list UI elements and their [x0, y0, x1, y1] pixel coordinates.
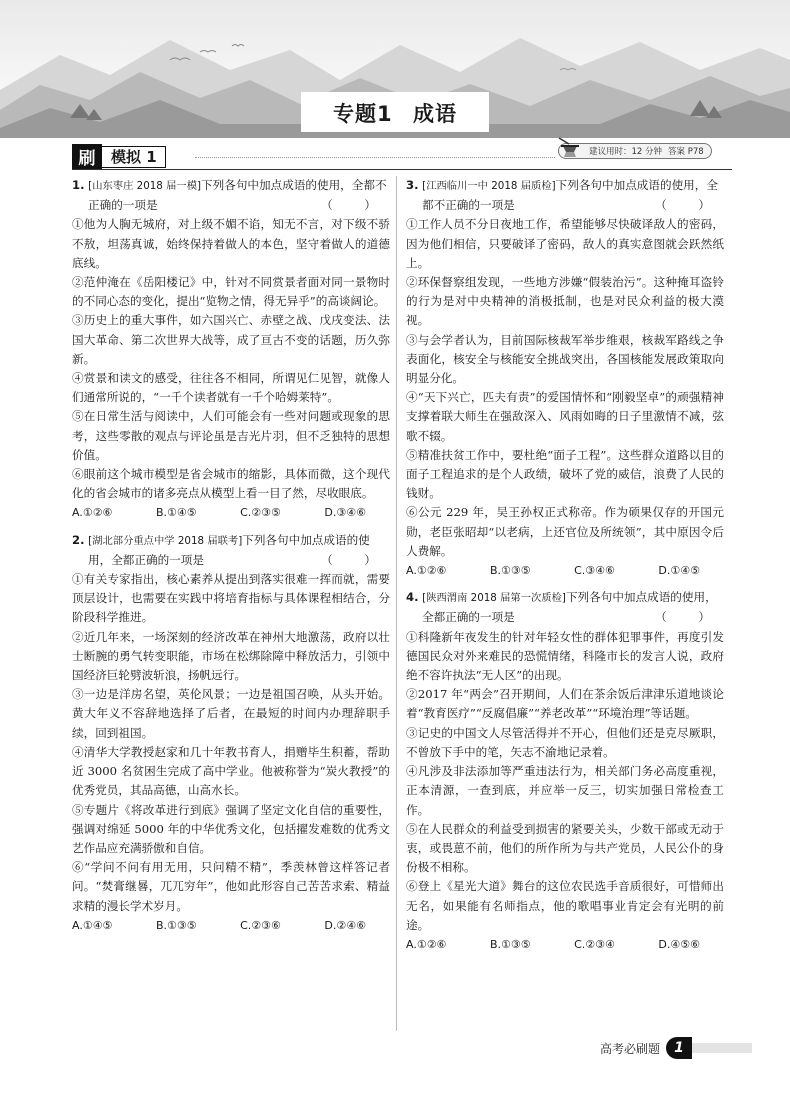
page-number: 1	[666, 1037, 692, 1059]
section-name: 模拟 1	[102, 146, 166, 168]
option-item: ①他为人胸无城府，对上级不媚不谄，知无不言，对下级不骄不敖，坦荡真诚，始终保持着做人的本色，坚守着做人的道德底线。	[72, 217, 390, 270]
option-item: ⑥“学问不问有用无用，只问精不精”，季羡林曾这样答记者问。“焚膏继晷，兀兀穷年”，他如此形容自己苦苦求索、精益求精的漫长学术岁月。	[72, 860, 390, 913]
choice-c[interactable]: C.②③⑤	[240, 506, 281, 520]
option-item: ⑥登上《星光大道》舞台的这位农民选手音质很好，可惜师出无名，如果能有名师指点，他的歌唱事业肯定会有光明的前途。	[406, 879, 724, 932]
option-item: ⑤精准扶贫工作中，要杜绝“面子工程”。这些群众道路以目的面子工程追求的是个人政绩，破坏了党的威信，浪费了人民的钱财。	[406, 447, 724, 501]
option-item: ⑤在日常生活与阅读中，人们可能会有一些对问题或现象的思考，这些零散的观点与评论虽是吉光片羽，但不乏独特的思想价值。	[72, 409, 390, 462]
question-number: 2.	[72, 532, 85, 547]
choice-c[interactable]: C.②③④	[574, 937, 615, 951]
column-divider	[396, 176, 397, 1031]
topic-title: 成语	[412, 102, 457, 126]
option-item: ⑥眼前这个城市模型是省会城市的缩影，具体而微，这个现代化的省会城市的诸多亮点从模型上看一目了然，尽收眼底。	[72, 467, 390, 501]
chapter-title	[0, 92, 790, 132]
footer-bar	[692, 1043, 752, 1053]
option-item: ③一边是洋房名望，英伦风景；一边是祖国召唤，从头开始。黄大年义不容辞地选择了后者，在最短的时间内办理辞职手续，回到祖国。	[72, 687, 390, 740]
choice-c[interactable]: C.②③⑥	[240, 918, 281, 932]
question-source: [山东枣庄 2018 届一模]	[88, 180, 202, 192]
option-item: ②近几年来，一场深刻的经济改革在神州大地激荡，政府以壮士断腕的勇气转变职能，市场在松绑除障中释放活力，引领中国经济巨轮劈波斩浪，扬帆远行。	[72, 629, 390, 683]
question-source: [湖北部分重点中学 2018 届联考]	[88, 534, 243, 547]
option-item: ③记史的中国文人尽管活得并不开心，但他们还是克尽厥职，不曾放下手中的笔，矢志不渝地记录着。	[406, 725, 724, 759]
answer-choices	[406, 935, 724, 954]
choice-c[interactable]: C.③④⑥	[574, 564, 615, 578]
option-item: ⑤在人民群众的利益受到损害的紧要关头，少数干部或无动于衷，或畏葸不前，他们的所作所为与共产党员，人民公仆的身份极不相称。	[406, 821, 724, 875]
answer-choices	[72, 503, 390, 522]
question-1	[72, 176, 390, 523]
choice-d[interactable]: D.②④⑥	[324, 918, 366, 932]
choice-d[interactable]: D.③④⑥	[324, 506, 366, 520]
question-number: 4.	[406, 590, 419, 605]
question-4	[406, 588, 724, 954]
timer-info	[558, 143, 712, 159]
option-item: ①科隆新年夜发生的针对年轻女性的群体犯罪事件，再度引发德国民众对外来难民的恐慌情绪，科隆市长的发言人说，政府绝不容许执法“无人区”的出现。	[406, 629, 724, 683]
choice-b[interactable]: B.①③⑤	[489, 564, 531, 578]
question-stem: 下列各句中加点成语的使用，全都不正确的一项是	[422, 178, 718, 213]
choice-a[interactable]: A.①②⑥	[72, 506, 113, 520]
option-item: ④赏景和读文的感受，往往各不相同，所谓见仁见智，就像人们通常所说的，“一千个读者就有一千个哈姆莱特”。	[72, 371, 390, 405]
choice-a[interactable]: A.①②⑥	[406, 937, 447, 951]
choice-b[interactable]: B.①④⑤	[155, 506, 197, 520]
book-title: 高考必刷题	[600, 1041, 661, 1056]
choice-b[interactable]: B.①③⑤	[155, 918, 197, 932]
page-footer	[600, 1037, 752, 1059]
choice-d[interactable]: D.①④⑤	[658, 564, 700, 578]
option-item: ⑤专题片《将改革进行到底》强调了坚定文化自信的重要性，强调对绵延 5000 年的中华优秀文化，包括擢发难数的优秀文艺作品应充满骄傲和自信。	[72, 802, 390, 855]
option-item: ③与会学者认为，目前国际核裁军举步维艰，核裁军路线之争表面化，核安全与核能安全挑战突出，各国核能发展政策取向明显分化。	[406, 332, 724, 386]
right-column	[406, 176, 724, 962]
answer-page: 答案 P78	[668, 147, 704, 157]
option-item: ①工作人员不分日夜地工作，希望能够尽快破译敌人的密码，因为他们相信，只要破译了密码，敌人的真实意图就会跃然纸上。	[406, 217, 724, 270]
choice-d[interactable]: D.④⑤⑥	[658, 937, 700, 951]
option-item: ⑥公元 229 年，吴王孙权正式称帝。作为硕果仅存的开国元勋，老臣张昭却“以老病，上还官位及所统领”，其中原因令后人费解。	[406, 505, 724, 558]
question-stem: 下列各句中加点成语的使用，全都正确的一项是	[422, 590, 717, 625]
question-stem: 下列各句中加点成语的使用，全都不正确的一项是	[88, 178, 387, 213]
answer-paren: （ ）	[321, 552, 390, 567]
choice-b[interactable]: B.①③⑤	[489, 937, 531, 951]
option-item: ④清华大学教授赵家和几十年教书育人，捐赠毕生积蓄，帮助近 3000 名贫困生完成了高中学业。他被称誉为“炭火教授”的优秀党员，其品高德，山高水长。	[72, 744, 390, 798]
header-dotted-rule	[195, 157, 555, 158]
question-number: 3.	[406, 178, 419, 192]
left-column	[72, 176, 390, 943]
answer-paren: （ ）	[321, 198, 390, 213]
hourglass-icon	[555, 136, 587, 162]
answer-choices	[406, 561, 724, 580]
topic-number: 专题1	[333, 102, 393, 126]
answer-paren: （ ）	[655, 198, 724, 213]
choice-a[interactable]: A.①②⑥	[406, 564, 447, 578]
choice-a[interactable]: A.①④⑤	[72, 918, 113, 932]
question-source: [陕西渭南 2018 届第一次质检]	[422, 592, 566, 605]
option-item: ②2017 年“两会”召开期间，人们在茶余饭后津津乐道地谈论着“教育医疗”“反腐倡廉”“养老改革”“环境治理”等话题。	[406, 687, 724, 721]
option-item: ②环保督察组发现，一些地方涉嫌“假装治污”。这种掩耳盗铃的行为是对中央精神的消极抵制，也是对民众利益的极大漠视。	[406, 275, 724, 328]
section-header	[72, 143, 166, 170]
option-item: ④“天下兴亡，匹夫有责”的爱国情怀和“刚毅坚卓”的顽强精神支撑着联大师生在强敌深入、风雨如晦的日子里激情不减，弦歌不辍。	[406, 390, 724, 443]
option-item: ④凡涉及非法添加等严重违法行为，相关部门务必高度重视，正本清源，一查到底，并应举一反三，切实加强日常检查工作。	[406, 764, 724, 817]
answer-choices	[72, 916, 390, 935]
answer-paren: （ ）	[655, 610, 724, 625]
option-item: ②范仲淹在《岳阳楼记》中，针对不同赏景者面对同一景物时的不同心态的变化，提出“览物之情，得无异乎”的高谈阔论。	[72, 275, 390, 309]
question-2	[72, 531, 390, 935]
header-rule	[72, 169, 732, 170]
section-badge: 刷	[72, 144, 102, 170]
question-stem: 下列各句中加点成语的使用，全都正确的一项是	[88, 532, 370, 567]
question-number: 1.	[72, 178, 85, 192]
option-item: ③历史上的重大事件，如六国兴亡、赤壁之战、戊戌变法、法国大革命、第二次世界大战等，成了亘古不变的话题，历久弥新。	[72, 313, 390, 366]
question-source: [江西临川一中 2018 届质检]	[422, 180, 556, 192]
option-item: ①有关专家指出，核心素养从提出到落实很难一挥而就，需要顶层设计，也需要在实践中将培育指标与具体课程相结合，分阶段科学推进。	[72, 572, 390, 625]
question-3	[406, 176, 724, 580]
suggested-time: 建议用时：12 分钟	[589, 147, 663, 157]
